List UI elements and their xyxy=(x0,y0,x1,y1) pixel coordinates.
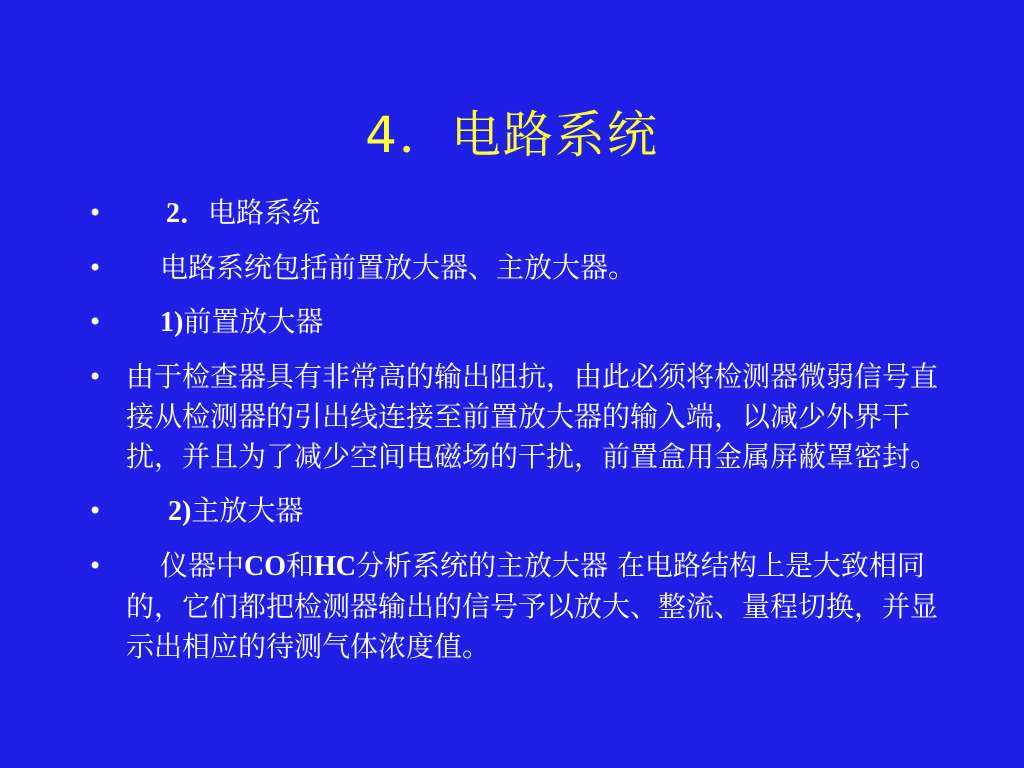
bullet-prefix: 2． xyxy=(166,198,209,229)
bullet-item xyxy=(88,491,948,532)
bullet-prefix: 2) xyxy=(168,496,192,527)
bullet-text xyxy=(126,546,948,667)
bullet-body-b: 和 xyxy=(286,549,315,582)
bullet-dot: • xyxy=(88,199,103,227)
bullet-dot: • xyxy=(88,308,103,336)
bullet-body: 主放大器 xyxy=(191,494,304,527)
bullet-dot: • xyxy=(88,254,103,282)
bullet-text: 由于检查器具有非常高的输出阻抗，由此必须将检测器微弱信号直接从检测器的引出线连接至前置放大器的输入端，以减少外界干扰，并且为了减少空间电磁场的干扰，前置盒用金属屏蔽罩密封。 xyxy=(126,360,939,473)
bullet-item xyxy=(88,302,948,343)
slide-title: 4．电路系统 xyxy=(365,106,659,164)
bullet-item xyxy=(88,546,948,667)
bullet-item xyxy=(88,357,948,477)
abbr-co: CO xyxy=(244,551,287,582)
bullet-body-a: 仪器中 xyxy=(160,549,245,582)
bullet-body: 前置放大器 xyxy=(183,305,324,338)
bullet-item xyxy=(88,193,948,234)
bullet-body: 电路系统 xyxy=(208,196,321,229)
bullet-text xyxy=(126,491,948,532)
bullet-dot: • xyxy=(88,552,103,580)
bullet-item xyxy=(88,248,948,288)
bullet-list xyxy=(88,193,948,667)
bullet-body-c: 分析系统的主放大器 在电路结构上是大致相同的，它们都把检测器输出的信号予以放大、整流、量程切换，并显示出相应的待测气体浓度值。 xyxy=(126,549,939,663)
bullet-text xyxy=(126,193,948,234)
abbr-hc: HC xyxy=(314,551,357,582)
bullet-text xyxy=(126,302,948,343)
bullet-prefix: 1) xyxy=(160,307,184,338)
bullet-text: 电路系统包括前置放大器、主放大器。 xyxy=(160,251,637,284)
bullet-dot: • xyxy=(88,363,103,391)
bullet-dot: • xyxy=(88,497,103,525)
